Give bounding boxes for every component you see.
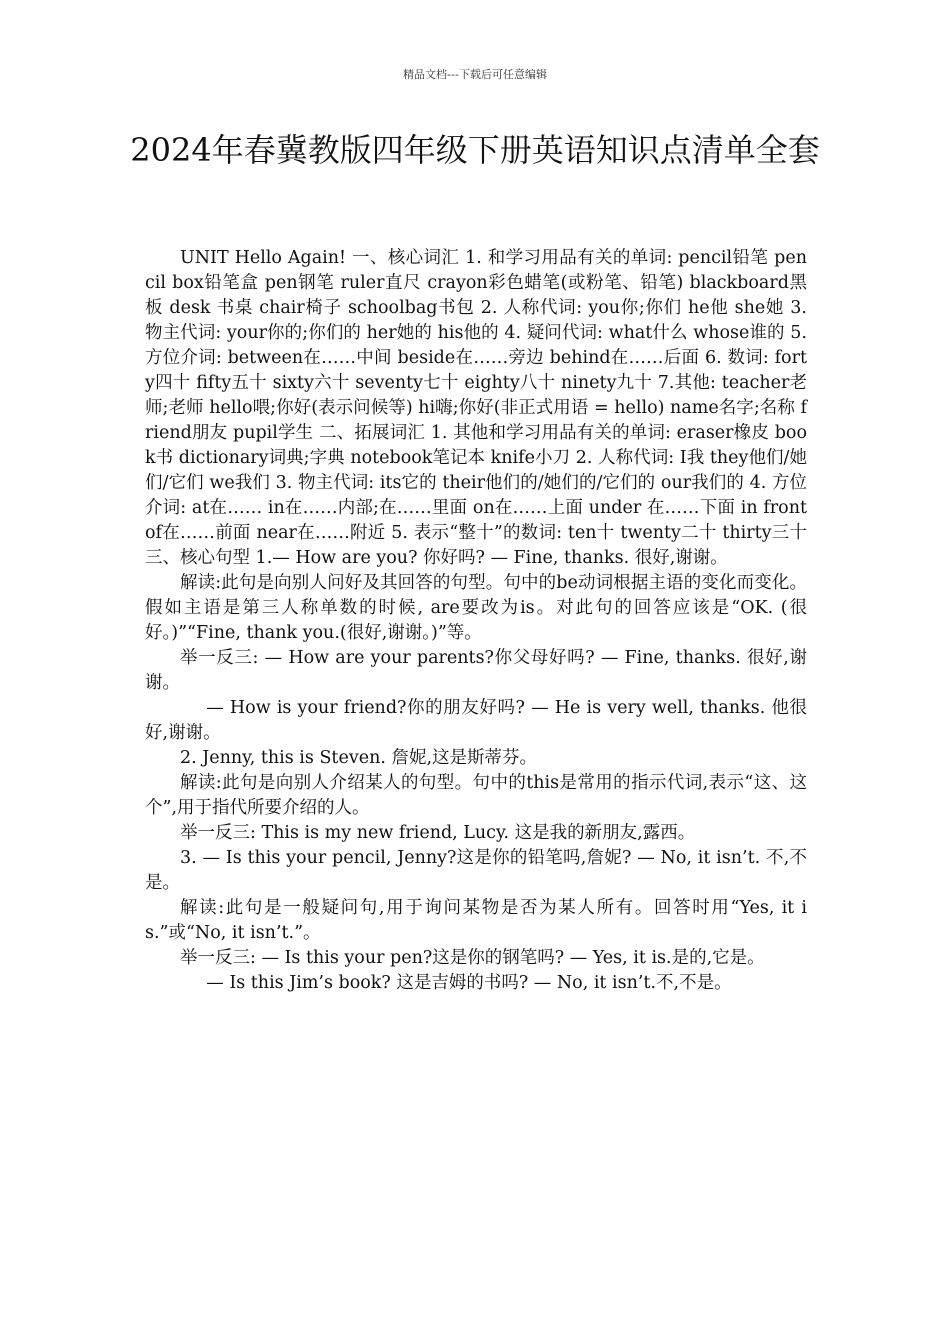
paragraph-sentence-3: 3. — Is this your pencil, Jenny?这是你的铅笔吗,詹妮? — No, it isn’t. 不,不是。 — [145, 848, 807, 893]
paragraph-explanation-1: 解读:此句是向别人问好及其回答的句型。句中的be动词根据主语的变化而变化。假如主语是第三人称单数的时候, are要改为is。对此句的回答应该是“OK. (很好。)”“Fine, thank you.(很好,谢谢。)”等。 — [145, 573, 807, 643]
document-body — [145, 246, 807, 996]
page-header-note: 精品文档---下载后可任意编辑 — [403, 68, 547, 81]
document-title: 2024年春冀教版四年级下册英语知识点清单全套 — [130, 131, 820, 169]
paragraph-sentence-2: 2. Jenny, this is Steven. 詹妮,这是斯蒂芬。 — [180, 748, 538, 768]
paragraph-example-2: 举一反三: This is my new friend, Lucy. 这是我的新朋友,露西。 — [180, 823, 696, 843]
paragraph-example-3b: — Is this Jim’s book? 这是吉姆的书吗? — No, it isn’t.不,不是。 — [206, 973, 732, 993]
paragraph-explanation-2: 解读:此句是向别人介绍某人的句型。句中的this是常用的指示代词,表示“这、这个”,用于指代所要介绍的人。 — [145, 773, 807, 818]
paragraph-example-3: 举一反三: — Is this your pen?这是你的钢笔吗? — Yes, it is.是的,它是。 — [180, 948, 765, 968]
paragraph-example-1b: — How is your friend?你的朋友好吗? — He is very well, thanks. 他很好,谢谢。 — [145, 698, 807, 743]
paragraph-example-1: 举一反三: — How are your parents?你父母好吗? — Fine, thanks. 很好,谢谢。 — [145, 648, 807, 693]
paragraph-explanation-3: 解读:此句是一般疑问句,用于询问某物是否为某人所有。回答时用“Yes, it is.”或“No, it isn’t.”。 — [145, 898, 807, 943]
paragraph-vocabulary: UNIT Hello Again! 一、核心词汇 1. 和学习用品有关的单词: pencil铅笔 pencil box铅笔盒 pen钢笔 ruler直尺 crayon彩色蜡笔(或粉笔、铅笔) blackboard黑板 desk 书桌 chair椅子 schoolbag书包 2. 人称代词: you你;你们 he他 she她 3. 物主代词: your你的;你们的 her她的 his他的 4. 疑问代词: what什么 whose谁的 5. 方位介词: between在……中间 beside在……旁边 behind在……后面 6. 数词: forty四十 fifty五十 sixty六十 seventy七十 eighty八十 ninety九十 7.其他: teacher老师;老师 hello喂;你好(表示问候等) hi嗨;你好(非正式用语 = hello) name名字;名称 friend朋友 pupil学生 二、拓展词汇 1. 其他和学习用品有关的单词: eraser橡皮 book书 dictionary词典;字典 notebook笔记本 knife小刀 2. 人称代词: I我 they他们/她们/它们 we我们 3. 物主代词: its它的 their他们的/她们的/它们的 our我们的 4. 方位介词: at在…… in在……内部;在……里面 on在……上面 under 在……下面 in front of在……前面 near在……附近 5. 表示“整十”的数词: ten十 twenty二十 thirty三十 三、核心句型 1.— How are you? 你好吗? — Fine, thanks. 很好,谢谢。 — [145, 248, 807, 568]
